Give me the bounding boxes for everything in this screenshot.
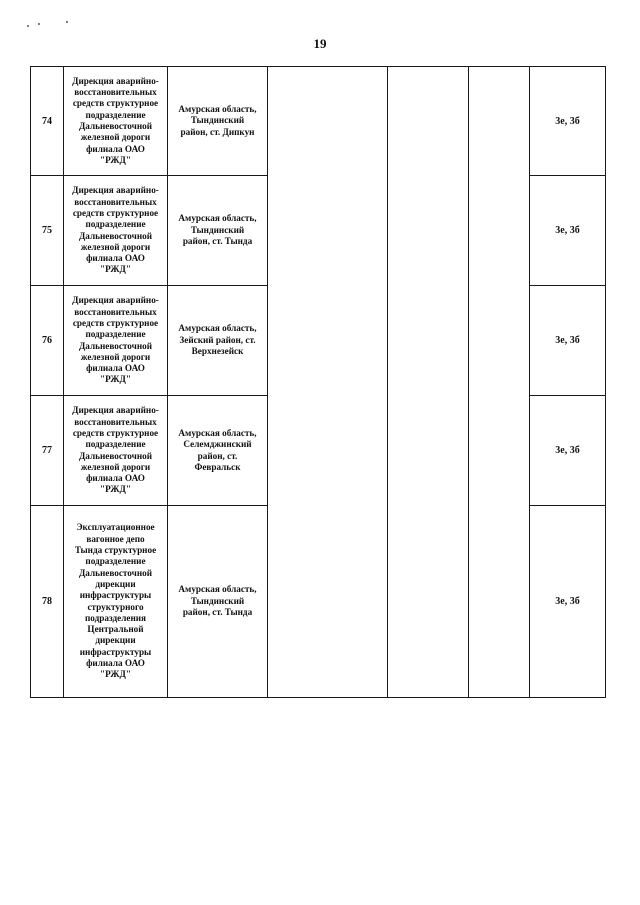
organization-name: Дирекция аварийно- восстановительных средств структурное подразделение Дальневосточной железной дороги филиала ОАО "РЖД": [72, 295, 159, 385]
location-text: Амурская область, Тындинский район, ст. Дипкун: [178, 103, 257, 137]
organization-name: Дирекция аварийно- восстановительных средств структурное подразделение Дальневосточной железной дороги филиала ОАО "РЖД": [72, 405, 159, 495]
location-text: Амурская область, Селемджинский район, ст. Февральск: [178, 427, 257, 472]
row-number-cell: [30, 285, 64, 396]
code-cell: [529, 285, 606, 396]
row-number-cell: [30, 505, 64, 698]
organization-name: Дирекция аварийно- восстановительных средств структурное подразделение Дальневосточной железной дороги филиала ОАО "РЖД": [72, 185, 159, 275]
code-text: 3е, 3б: [555, 445, 580, 456]
location-cell: [167, 285, 268, 396]
row-number: 77: [42, 445, 52, 456]
row-number-cell: [30, 66, 64, 176]
row-number: 74: [42, 115, 52, 127]
location-cell: [167, 175, 268, 286]
code-cell: [529, 175, 606, 286]
organization-cell: [63, 285, 168, 396]
row-number: 75: [42, 225, 52, 236]
row-number-cell: [30, 395, 64, 506]
merged-empty-column-1: [267, 66, 388, 698]
code-text: 3е, 3б: [555, 115, 580, 127]
organization-name: Дирекция аварийно- восстановительных средств структурное подразделение Дальневосточной железной дороги филиала ОАО "РЖД": [72, 75, 159, 165]
code-cell: [529, 66, 606, 176]
organization-cell: [63, 175, 168, 286]
code-cell: [529, 505, 606, 698]
location-cell: [167, 395, 268, 506]
row-number: 76: [42, 335, 52, 346]
location-text: Амурская область, Зейский район, ст. Верхнезейск: [178, 323, 257, 357]
row-number-cell: [30, 175, 64, 286]
page-number: 19: [313, 36, 327, 51]
merged-empty-column-3: [468, 66, 530, 698]
code-text: 3е, 3б: [555, 225, 580, 236]
location-cell: [167, 505, 268, 698]
merged-empty-column-2: [387, 66, 469, 698]
document-table: [30, 66, 606, 698]
scan-speck: [27, 25, 29, 27]
organization-cell: [63, 395, 168, 506]
scan-speck: [66, 21, 68, 23]
organization-cell: [63, 66, 168, 176]
location-text: Амурская область, Тындинский район, ст. Тында: [178, 213, 257, 247]
code-text: 3е, 3б: [555, 596, 580, 607]
code-cell: [529, 395, 606, 506]
location-text: Амурская область, Тындинский район, ст. Тында: [178, 584, 257, 618]
row-number: 78: [42, 596, 52, 607]
organization-name: Эксплуатационное вагонное депо Тында структурное подразделение Дальневосточной дирекции инфраструктуры структурного подразделения Центральной дирекции инфраструктуры филиала ОАО "РЖД": [74, 522, 157, 680]
scan-speck: [38, 23, 40, 25]
location-cell: [167, 66, 268, 176]
code-text: 3е, 3б: [555, 335, 580, 346]
organization-cell: [63, 505, 168, 698]
